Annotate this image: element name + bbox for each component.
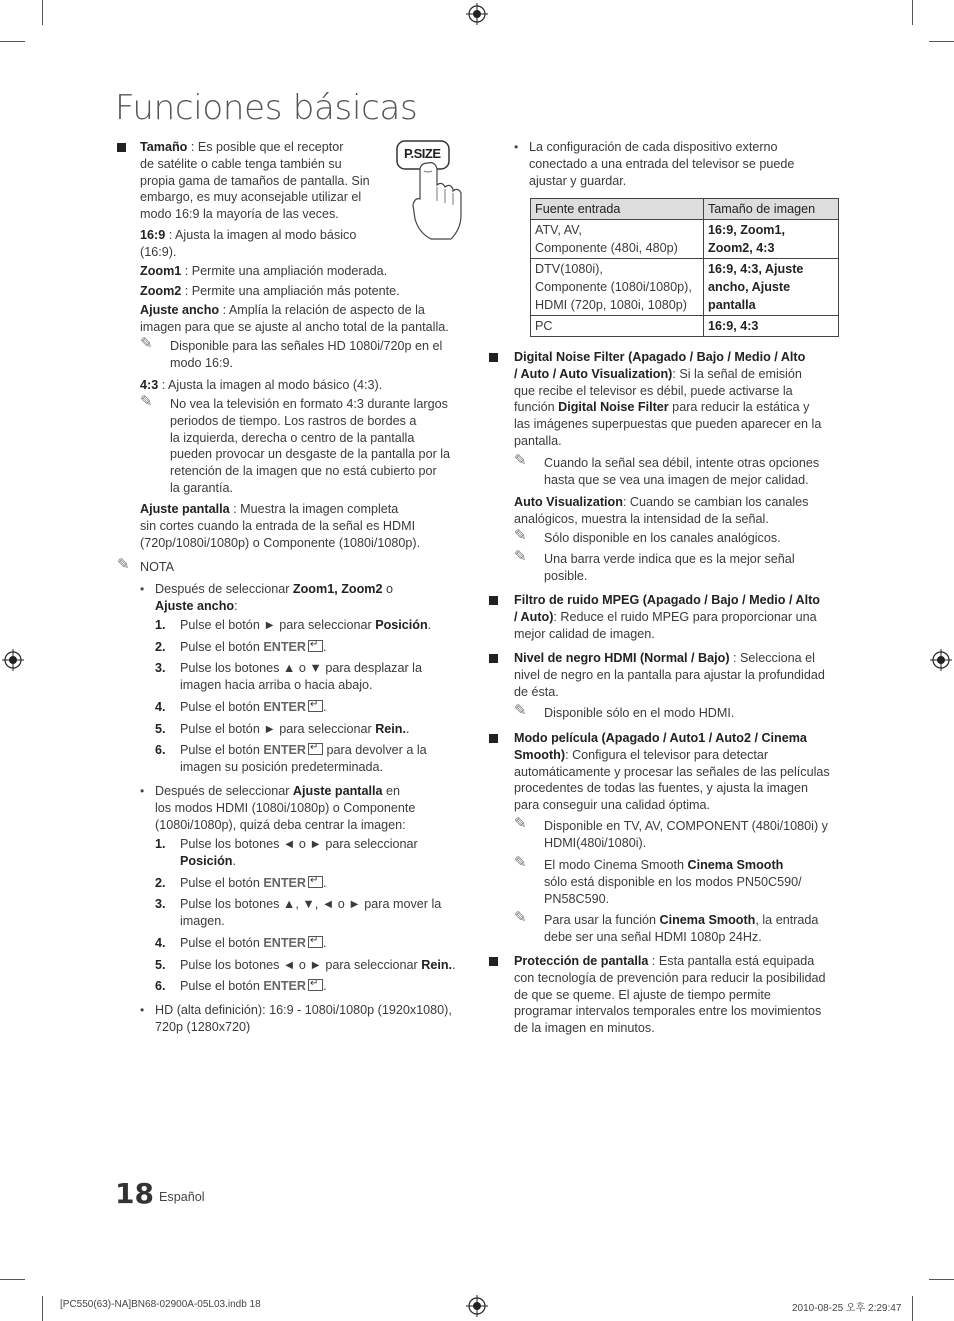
note-pencil-icon: ✎ xyxy=(514,547,527,565)
crop-mark xyxy=(42,1296,43,1321)
table-header: Tamaño de imagen xyxy=(704,199,839,220)
zoom2-paragraph: Zoom2 : Permite una ampliación más potente. xyxy=(140,284,400,298)
print-slug-right: 2010-08-25 오후 2:29:47 xyxy=(792,1303,902,1314)
page-language: Español xyxy=(159,1190,205,1204)
step-text: Pulse el botón ► para seleccionar Posición. xyxy=(180,618,432,632)
round-bullet: • xyxy=(140,1003,145,1017)
ajuste-ancho-paragraph: Ajuste ancho : Amplía la relación de aspecto de la imagen para que se ajuste al ancho total de la pantalla. xyxy=(140,303,449,334)
enter-icon xyxy=(308,700,323,712)
note-pencil-icon: ✎ xyxy=(514,701,527,719)
print-slug-left: [PC550(63)-NA]BN68-02900A-05L03.indb 18 xyxy=(60,1299,261,1310)
step-text: Pulse los botones ◄ o ► para seleccionar Rein.. xyxy=(180,958,456,972)
table-row xyxy=(531,220,839,259)
intro-paragraph: La configuración de cada dispositivo externo conectado a una entrada del televisor se puede ajustar y guardar. xyxy=(529,140,795,188)
input-size-table xyxy=(530,198,839,337)
table-cell: 16:9, 4:3, Ajuste ancho, Ajuste pantalla xyxy=(704,259,839,316)
square-bullet xyxy=(489,353,498,362)
step-text: Pulse el botón ENTER↵ . xyxy=(180,699,470,716)
note-pencil-icon: ✎ xyxy=(514,853,527,871)
ratio-169-paragraph: 16:9 : Ajusta la imagen al modo básico (16:9). xyxy=(140,228,357,259)
note-pencil-icon: ✎ xyxy=(514,908,527,926)
film-note-3: Para usar la función Cinema Smooth, la entrada debe ser una señal HDMI 1080p 24Hz. xyxy=(544,913,819,944)
step-number: 5. xyxy=(155,722,166,736)
step-number: 1. xyxy=(155,837,166,851)
crop-mark xyxy=(929,41,954,42)
round-bullet: • xyxy=(514,140,519,154)
enter-icon xyxy=(308,640,323,652)
film-mode-paragraph: Modo película (Apagado / Auto1 / Auto2 / Cinema Smooth): Configura el televisor para detectar automáticamente y procesar las señales de las películas procedentes de todas las fuentes, y ajusta la imagen para conseguir una calidad óptima. xyxy=(514,731,830,813)
table-cell: PC xyxy=(531,316,704,337)
page-number: 18 xyxy=(115,1177,154,1210)
table-header-row xyxy=(531,199,839,220)
table-row xyxy=(531,259,839,316)
mpeg-paragraph: Filtro de ruido MPEG (Apagado / Bajo / Medio / Alto / Auto): Reduce el ruido MPEG para proporcionar una mejor calidad de imagen. xyxy=(514,593,820,641)
tamano-label: Tamaño xyxy=(140,140,188,154)
step-number: 4. xyxy=(155,700,166,714)
square-bullet xyxy=(489,596,498,605)
step-number: 6. xyxy=(155,979,166,993)
nota-bullet-3: HD (alta definición): 16:9 - 1080i/1080p (1920x1080), 720p (1280x720) xyxy=(155,1003,452,1034)
crop-mark xyxy=(42,0,43,25)
note-pencil-icon: ✎ xyxy=(514,814,527,832)
crop-mark xyxy=(912,1296,913,1321)
auto-visualization-paragraph: Auto Visualization: Cuando se cambian los canales analógicos, muestra la intensidad de la señal. xyxy=(514,495,809,526)
hdmi-note: Disponible sólo en el modo HDMI. xyxy=(544,706,735,720)
note-pencil-icon: ✎ xyxy=(117,555,130,573)
ratio-43-note: No vea la televisión en formato 4:3 durante largos periodos de tiempo. Los rastros de bordes a la izquierda, derecha o centro de la pantalla pueden provocar un desgaste de la pantalla por la retención de la imagen que no está cubierto por la garantía. xyxy=(170,397,451,495)
av-note-2: Una barra verde indica que es la mejor señal posible. xyxy=(544,552,795,583)
film-note-2: El modo Cinema Smooth Cinema Smooth sólo está disponible en los modos PN50C590/ PN58C590. xyxy=(544,858,802,906)
step-text: Pulse el botón ENTER↵ . xyxy=(180,875,470,892)
nota-bullet-2: Después de seleccionar Ajuste pantalla en los modos HDMI (1080i/1080p) o Componente (1080i/1080p), quizá deba centrar la imagen: xyxy=(155,784,416,832)
step-text: Pulse los botones ▲ o ▼ para desplazar la imagen hacia arriba o hacia abajo. xyxy=(180,661,422,692)
step-number: 2. xyxy=(155,876,166,890)
enter-icon xyxy=(308,936,323,948)
step-text: Pulse el botón ENTER↵ . xyxy=(180,935,470,952)
av-note-1: Sólo disponible en los canales analógicos. xyxy=(544,531,781,545)
step-number: 5. xyxy=(155,958,166,972)
note-pencil-icon: ✎ xyxy=(140,334,153,352)
psize-button-label: P.SIZE xyxy=(404,146,441,161)
table-header: Fuente entrada xyxy=(531,199,704,220)
dnf-note: Cuando la señal sea débil, intente otras opciones hasta que se vea una imagen de mejor calidad. xyxy=(544,456,820,487)
step-number: 1. xyxy=(155,618,166,632)
round-bullet: • xyxy=(140,784,145,798)
table-row xyxy=(531,316,839,337)
dnf-paragraph: Digital Noise Filter (Apagado / Bajo / Medio / Alto / Auto / Auto Visualization): Si la señal de emisión que recibe el televisor es débil, puede activarse la función Digital Noise Filter para reducir la estática y las imágenes superpuestas que pueden aparecer en la pantalla. xyxy=(514,350,822,448)
step-number: 4. xyxy=(155,936,166,950)
registration-mark-icon xyxy=(930,649,952,671)
nota-bullet-1: Después de seleccionar Zoom1, Zoom2 o Ajuste ancho: xyxy=(155,582,393,613)
note-pencil-icon: ✎ xyxy=(514,526,527,544)
step-number: 3. xyxy=(155,897,166,911)
table-cell: DTV(1080i), Componente (1080i/1080p), HDMI (720p, 1080i, 1080p) xyxy=(531,259,704,316)
ratio-43-paragraph: 4:3 : Ajusta la imagen al modo básico (4:3). xyxy=(140,378,383,392)
screen-protection-paragraph: Protección de pantalla : Esta pantalla está equipada con tecnología de prevención para reducir la posibilidad de que se queme. El ajuste de tiempo permite programar intervalos temporales entre los movimientos de la imagen en minutos. xyxy=(514,954,826,1036)
ajuste-pantalla-paragraph: Ajuste pantalla : Muestra la imagen completa sin cortes cuando la entrada de la señal es HDMI (720p/1080i/1080p) o Componente (1080i/1080p). xyxy=(140,502,421,550)
step-number: 3. xyxy=(155,661,166,675)
hdmi-paragraph: Nivel de negro HDMI (Normal / Bajo) : Selecciona el nivel de negro en la pantalla para ajustar la profundidad de ésta. xyxy=(514,651,825,699)
nota-heading: NOTA xyxy=(140,560,175,574)
crop-mark xyxy=(0,1279,25,1280)
table-cell: ATV, AV, Componente (480i, 480p) xyxy=(531,220,704,259)
note-pencil-icon: ✎ xyxy=(140,392,153,410)
square-bullet xyxy=(489,957,498,966)
square-bullet xyxy=(117,143,126,152)
registration-mark-icon xyxy=(466,1295,488,1317)
square-bullet xyxy=(489,734,498,743)
step-text: Pulse los botones ▲, ▼, ◄ o ► para mover la imagen. xyxy=(180,897,442,928)
crop-mark xyxy=(0,41,25,42)
tamano-paragraph: Tamaño : Es posible que el receptor de satélite o cable tenga también su propia gama de tamaños de pantalla. Sin embargo, es muy aconsejable utilizar el modo 16:9 la mayoría de las veces. xyxy=(140,140,370,222)
table-cell: 16:9, Zoom1, Zoom2, 4:3 xyxy=(704,220,839,259)
step-text: Pulse el botón ENTER↵ para devolver a la imagen su posición predeterminada. xyxy=(180,742,470,776)
step-text: Pulse el botón ► para seleccionar Rein.. xyxy=(180,722,410,736)
enter-icon xyxy=(308,979,323,991)
ajuste-ancho-note: Disponible para las señales HD 1080i/720p en el modo 16:9. xyxy=(170,339,443,370)
table-cell: 16:9, 4:3 xyxy=(704,316,839,337)
step-number: 2. xyxy=(155,640,166,654)
registration-mark-icon xyxy=(466,3,488,25)
film-note-1: Disponible en TV, AV, COMPONENT (480i/1080i) y HDMI(480i/1080i). xyxy=(544,819,828,850)
zoom1-paragraph: Zoom1 : Permite una ampliación moderada. xyxy=(140,264,388,278)
enter-icon xyxy=(308,743,323,755)
page-title: Funciones básicas xyxy=(115,88,418,128)
note-pencil-icon: ✎ xyxy=(514,451,527,469)
square-bullet xyxy=(489,654,498,663)
registration-mark-icon xyxy=(2,649,24,671)
step-text: Pulse el botón ENTER↵ . xyxy=(180,978,470,995)
step-text: Pulse los botones ◄ o ► para seleccionar Posición. xyxy=(180,837,418,868)
crop-mark xyxy=(929,1279,954,1280)
round-bullet: • xyxy=(140,582,145,596)
step-number: 6. xyxy=(155,743,166,757)
step-text: Pulse el botón ENTER↵ . xyxy=(180,639,470,656)
crop-mark xyxy=(912,0,913,25)
enter-icon xyxy=(308,876,323,888)
